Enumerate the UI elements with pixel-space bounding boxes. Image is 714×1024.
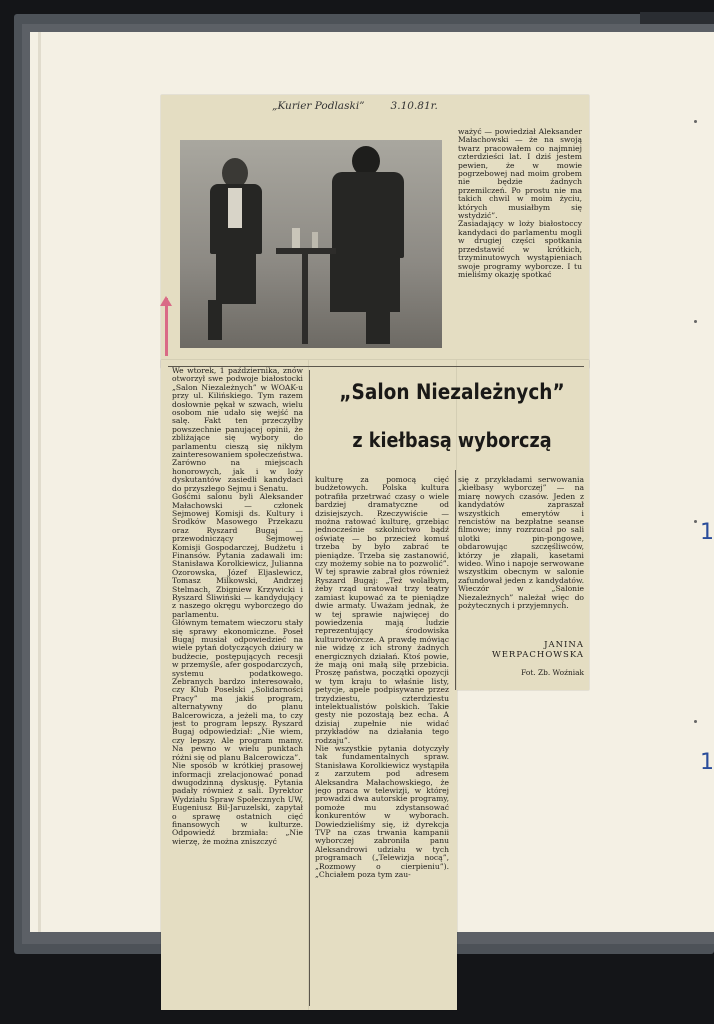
page-punch-hole: [694, 120, 697, 123]
page-punch-hole: [694, 520, 697, 523]
article-text-column-3: się z przykładami serwowania „kiełbasy wyborczej” — na miarę nowych czasów. Jeden z kandydatów zapraszał wszystkich emerytów i rencistów na bezpłatne seanse filmowe; inny rozrzucał po sali ulotki pin-pongowe, obdarowując szczęśliwców, którzy je złapali, kasetami wideo. Wino i napoje serwowane wszystkim obecnym w salonie zafundował jeden z kandydatów. Wieczór w „Salonie Niezależnych” należał więc do pożytecznych i przyjemnych.: [458, 476, 584, 611]
article-text-column-2: kulturę za pomocą cięć budżetowych. Polska kultura potrafiła przetrwać czasy o wiele bardziej dramatyczne od dzisiejszych. Rzeczywiście — można ratować kulturę, grzebiąc jednocześnie szkolnictwo bądź oświatę — bo przecież komuś trzeba by było zabrać te pieniądze. Trzeba się zastanowić, czy możemy sobie na to pozwolić”. W tej sprawie zabrał głos również Ryszard Bugaj: „Też wolałbym, żeby rząd uratował trzy teatry zamiast kupować za te pieniądze dwie armaty. Uważam jednak, że w tej sprawie najwięcej do powiedzenia mają ludzie reprezentujący środowiska kulturotwórcze. A prawdę mówiąc nie widzę z ich strony żadnych energicznych działań. Ktoś powie, że mają oni małą siłę przebicia. Proszę państwa, początki opozycji w tym kraju to właśnie listy, petycje, apele podpisywane przez trzydziestu, czterdziestu intelektualistów polskich. Takie gesty nie pozostają bez echa. A dzisiaj zupełnie nie widać przykładów na działania tego rodzaju”. Nie wszystkie pytania dotyczyły tak fundamentalnych spraw. Stanisława Korolkiewicz wystąpiła z zarzutem pod adresem Aleksandra Małachowskiego, że jego praca w telewizji, w której prowadzi dwa autorskie programy, pomoże mu zdystansować konkurentów w wyborach. Dowiedzieliśmy się, iż dyrekcja TVP na czas trwania kampanii wyborczej zabroniła panu Aleksandrowi udziału w tych programach („Telewizja nocą”, „Rozmowy o cierpieniu”). „Chciałem poza tym zau-: [315, 476, 449, 880]
page-edge: [38, 32, 41, 932]
pink-arrow-icon: [165, 298, 168, 356]
article-text-column-1: We wtorek, 1 października, znów otworzył swe podwoje białostocki „Salon Niezależnych” w WOAK-u przy ul. Kilińskiego. Tym razem dosłownie pękał w szwach, wielu osobom nie udało się wejść na salę. Fakt ten przeczyłby powszechnie panującej opinii, że zbliżające się wybory do parlamentu cieszą się nikłym zainteresowaniem społeczeństwa. Zarówno na miejscach honorowych, jak i w loży dyskutantów zasiedli kandydaci do przyszłego Sejmu i Senatu. Gośćmi salonu byli Aleksander Małachowski — członek Sejmowej Komisji ds. Kultury i Środków Masowego Przekazu oraz Ryszard Bugaj — przewodniczący Sejmowej Komisji Gospodarczej, Budżetu i Finansów. Pytania zadawali im: Stanisława Korolkiewicz, Julianna Ozorowska, Józef Eljaslewicz, Tomasz Milkowski, Andrzej Stelmach, Zbigniew Krzywicki i Ryszard Śliwiński — kandydujący z naszego okręgu wyborczego do parlamentu. Głównym tematem wieczoru stały się sprawy ekonomiczne. Poseł Bugaj musiał odpowiedzieć na wiele pytań dotyczących dziury w budżecie, postępujących recesji w przemyśle, afer gospodarczych, systemu podatkowego. Zebranych bardzo interesowało, czy Klub Poselski „Solidarności Pracy” ma jakiś program, alternatywny do planu Balcerowicza, a jeżeli ma, to czy jest to program lepszy. Ryszard Bugaj odpowiedział: „Nie wiem, czy lepszy. Ale program mamy. Na pewno w wielu punktach różni się od planu Balcerowicza”. Nie sposób w krótkiej prasowej informacji zrelacjonować ponad dwugodzinną dyskusję. Pytania padały również z sali. Dyrektor Wydziału Spraw Społecznych UW, Eugeniusz Bil-Jaruzelski, zapytał o sprawę ostatnich cięć finansowych w kulturze. Odpowiedź brzmiała: „Nie wierzę, że można zniszczyć: [172, 367, 303, 846]
column-rule: [455, 470, 456, 690]
page-punch-hole: [694, 720, 697, 723]
column-rule: [309, 370, 310, 1006]
handwritten-source-note: [272, 100, 438, 112]
photo-credit: Fot. Zb. Woźniak: [521, 668, 584, 677]
headline-line-2: z kiełbasą wyborczą: [352, 428, 552, 452]
news-photo: [180, 140, 442, 348]
source-note: „Kurier Podlaski”: [272, 100, 365, 112]
margin-mark-bottom: 1: [700, 750, 714, 775]
margin-mark-top: 1: [700, 520, 714, 545]
page-punch-hole: [694, 320, 697, 323]
article-author: JANINA WERPACHOWSKA: [491, 640, 584, 660]
headline-line-1: „Salon Niezależnych”: [339, 380, 565, 404]
date-note: 3.10.81r.: [390, 100, 438, 112]
article-text-right-top: ważyć — powiedział Aleksander Małachowski — że na swoją twarz pracowałem co najmniej czterdzieści lat. I dziś jestem pewien, że w mowie pogrzebowej nad moim grobem nie będzie żadnych przemilczeń. Po prostu nie ma takich chwil w moim życiu, których musiałbym się wstydzić”. Zasiadający w loży białostoccy kandydaci do parlamentu mogli w drugiej części spotkania przedstawić w krótkich, trzyminutowych wystąpieniach swoje programy wyborcze. I tu mieliśmy okazję spotkać: [458, 128, 582, 279]
